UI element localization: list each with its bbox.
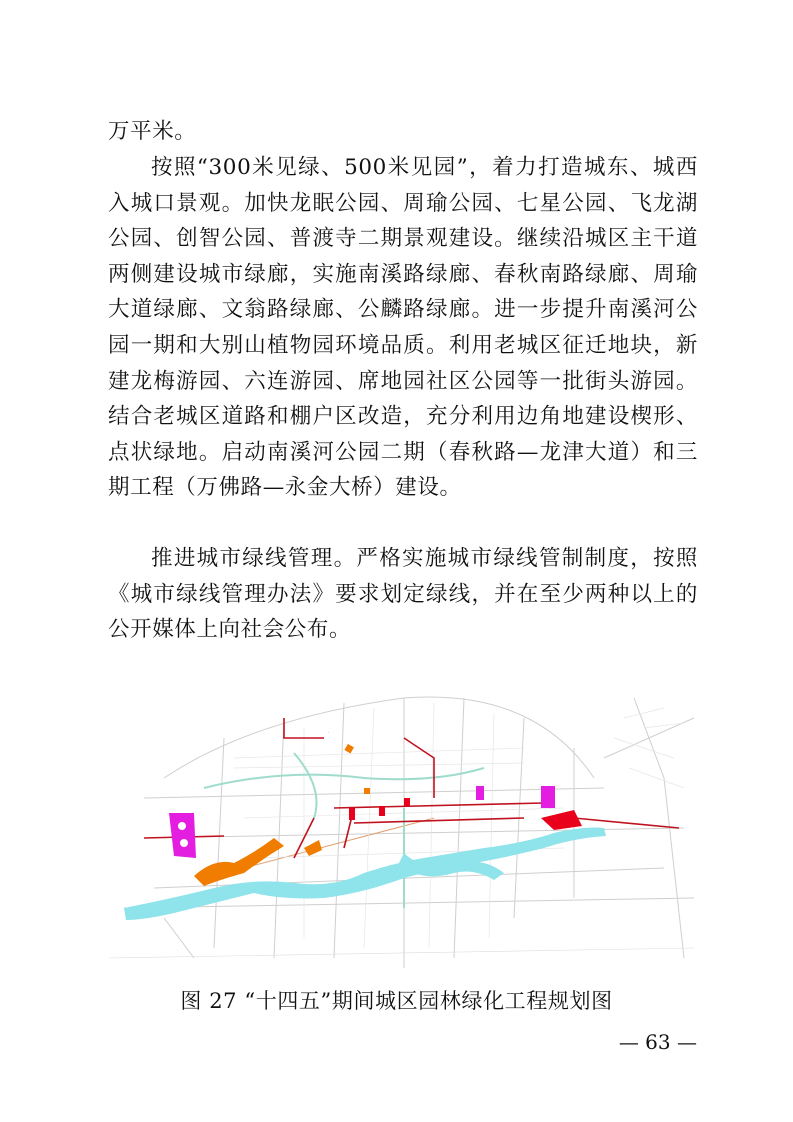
paragraph-landscape-plan: 按照“300米见绿、500米见园”，着力打造城东、城西入城口景观。加快龙眠公园、周瑜公园、七星公园、飞龙湖公园、创智公园、普渡寺二期景观建设。继续沿城区主干道两侧建设城市绿廊，实施南溪路绿廊、春秋南路绿廊、周瑜大道绿廊、文翁路绿廊、公麟路绿廊。进一步提升南溪河公园一期和大别山植物园环境品质。利用老城区征迁地块，新建龙梅游园、六连游园、席地园社区公园等一批街头游园。结合老城区道路和棚户区改造，充分利用边角地建设楔形、点状绿地。启动南溪河公园二期（春秋路—龙津大道）和三期工程（万佛路—永金大桥）建设。	[108, 155, 698, 501]
page-number: — 63 —	[618, 1030, 697, 1054]
paragraph-greenline-management: 推进城市绿线管理。严格实施城市绿线管制制度，按照《城市绿线管理办法》要求划定绿线，并在至少两种以上的公开媒体上向社会公布。	[108, 546, 698, 643]
figure-caption: 图 27 “十四五”期间城区园林绿化工程规划图	[180, 989, 613, 1013]
map-label: ·	[328, 731, 330, 735]
map-graphic	[104, 658, 700, 980]
map-annotations	[328, 731, 329, 735]
paragraph-continuation: 万平米。	[108, 119, 197, 144]
greening-plan-map	[104, 658, 700, 980]
